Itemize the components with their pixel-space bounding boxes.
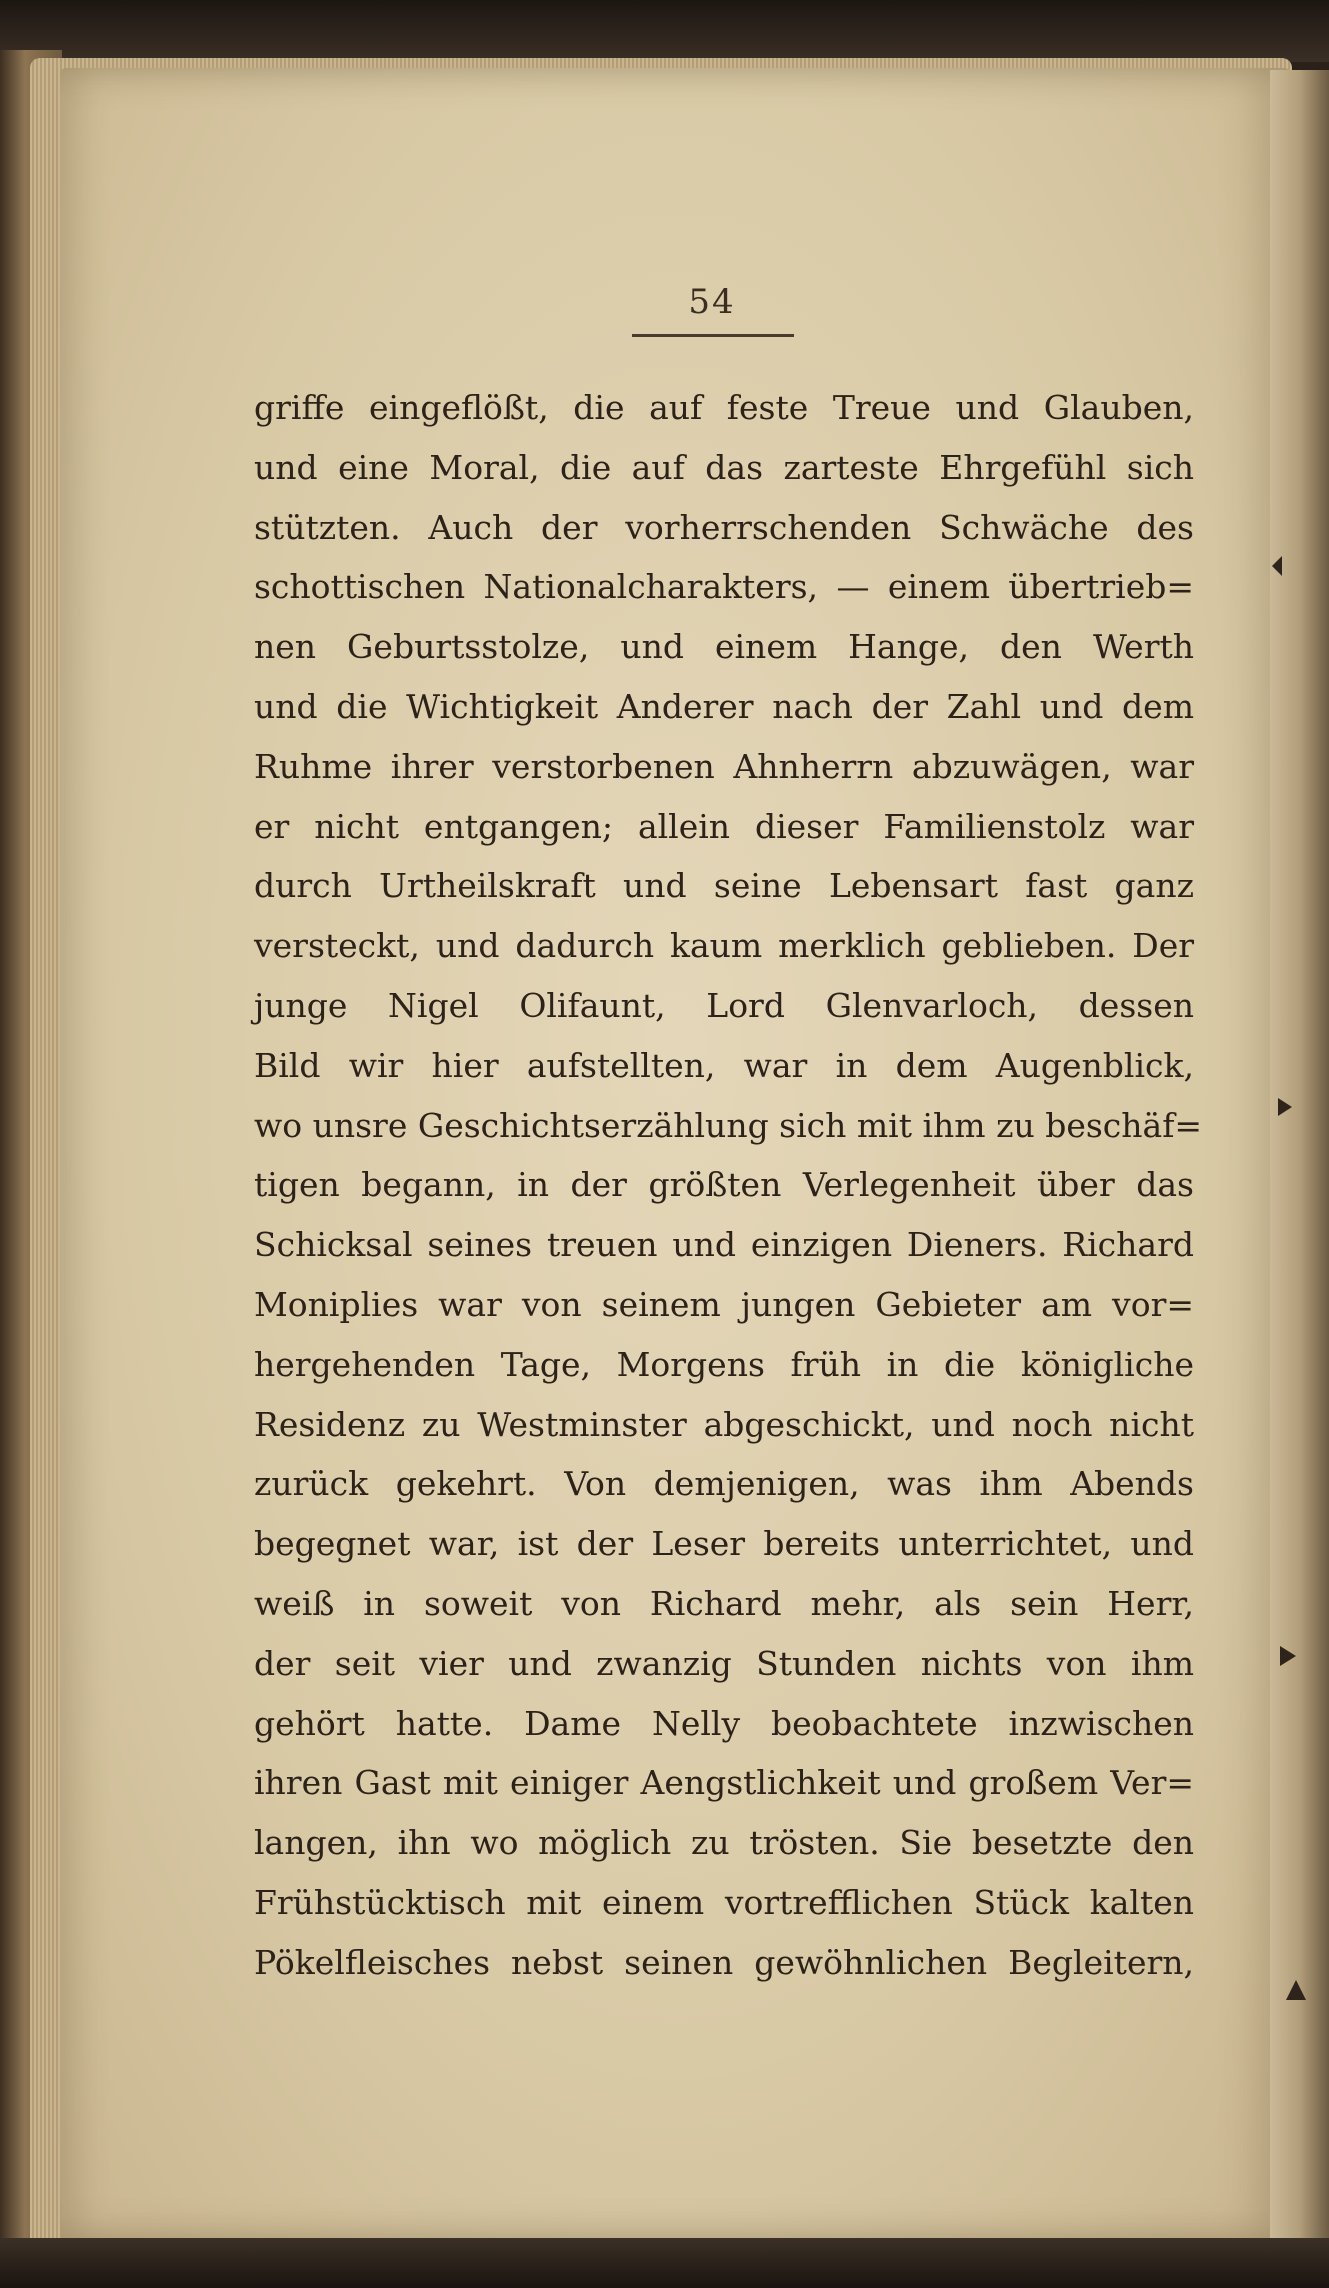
text-line: Residenz zu Westminster abgeschickt, und noch nicht xyxy=(254,1404,1194,1444)
text-line: der seit vier und zwanzig Stunden nichts von ihm xyxy=(254,1643,1194,1683)
page-edge-mark xyxy=(1280,1646,1296,1666)
text-line: durch Urtheilskraft und seine Lebensart fast ganz xyxy=(254,866,1194,906)
text-line: er nicht entgangen; allein dieser Familienstolz war xyxy=(254,806,1194,846)
body-text xyxy=(254,378,1203,1993)
book-cover-bottom xyxy=(0,2238,1329,2288)
text-line: schottischen Nationalcharakters, — einem übertrieb= xyxy=(254,567,1194,607)
page-edge-mark xyxy=(1272,556,1282,576)
text-line: Schicksal seines treuen und einzigen Dieners. Richard xyxy=(254,1225,1194,1265)
text-line: nen Geburtsstolze, und einem Hange, den Werth xyxy=(254,627,1194,667)
text-line: wo unsre Geschichtserzählung sich mit ihm zu beschäf= xyxy=(254,1105,1203,1145)
text-line: Frühstücktisch mit einem vortrefflichen Stück kalten xyxy=(254,1882,1194,1922)
text-line: tigen begann, in der größten Verlegenheit über das xyxy=(254,1165,1194,1205)
text-line: zurück gekehrt. Von demjenigen, was ihm Abends xyxy=(254,1464,1194,1504)
text-line: Ruhme ihrer verstorbenen Ahnherrn abzuwägen, war xyxy=(254,746,1194,786)
text-line: Pökelfleisches nebst seinen gewöhnlichen Begleitern, xyxy=(254,1942,1194,1982)
text-line: ihren Gast mit einiger Aengstlichkeit und großem Ver= xyxy=(254,1763,1194,1803)
text-line: und eine Moral, die auf das zarteste Ehrgefühl sich xyxy=(254,447,1194,487)
text-line: Bild wir hier aufstellten, war in dem Augenblick, xyxy=(254,1045,1194,1085)
page-right-edge xyxy=(1270,70,1329,2240)
text-line: versteckt, und dadurch kaum merklich geblieben. Der xyxy=(254,926,1194,966)
text-line: begegnet war, ist der Leser bereits unterrichtet, und xyxy=(254,1524,1194,1564)
text-line: und die Wichtigkeit Anderer nach der Zahl und dem xyxy=(254,686,1194,726)
text-line: gehört hatte. Dame Nelly beobachtete inzwischen xyxy=(254,1703,1194,1743)
page-number: 54 xyxy=(688,282,736,322)
text-line: hergehenden Tage, Morgens früh in die königliche xyxy=(254,1344,1194,1384)
text-line: Moniplies war von seinem jungen Gebieter am vor= xyxy=(254,1284,1194,1324)
text-line: griffe eingeflößt, die auf feste Treue und Glauben, xyxy=(254,388,1194,427)
page-number-rule xyxy=(632,334,794,337)
book-cover-top xyxy=(0,0,1329,62)
text-line: weiß in soweit von Richard mehr, als sein Herr, xyxy=(254,1583,1194,1623)
text-line: junge Nigel Olifaunt, Lord Glenvarloch, dessen xyxy=(254,985,1194,1025)
page-edge-mark xyxy=(1286,1980,1306,2000)
text-line: stützten. Auch der vorherrschenden Schwäche des xyxy=(254,507,1194,547)
text-line: langen, ihn wo möglich zu trösten. Sie besetzte den xyxy=(254,1823,1194,1863)
page-edge-mark xyxy=(1278,1098,1292,1116)
